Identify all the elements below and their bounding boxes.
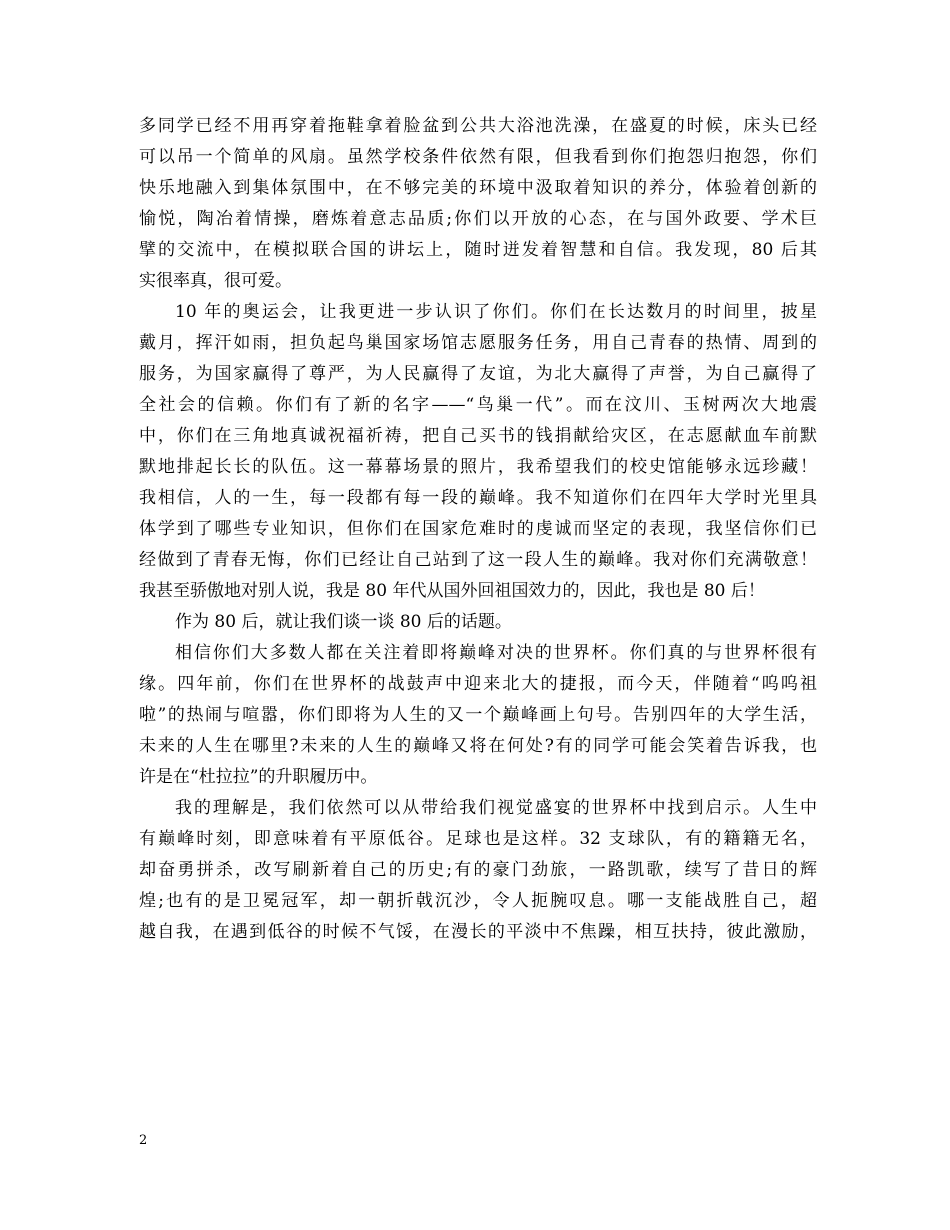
text-line: 缘。四年前，你们在世界杯的战鼓声中迎来北大的捷报，而今天，伴随着“呜呜祖 [139, 674, 817, 694]
text-line: 默地排起长长的队伍。这一幕幕场景的照片，我希望我们的校史馆能够永远珍藏！ [139, 457, 817, 477]
body-text [139, 111, 817, 948]
text-line: 10 年的奥运会，让我更进一步认识了你们。你们在长达数月的时间里，披星 [175, 302, 817, 322]
text-line: 啦”的热闹与喧嚣，你们即将为人生的又一个巅峰画上句号。告别四年的大学生活， [139, 705, 817, 725]
text-line: 中，你们在三角地真诚祝福祈祷，把自己买书的钱捐献给灾区，在志愿献血车前默 [139, 426, 817, 446]
text-line: 煌;也有的是卫冕冠军，却一朝折戟沉沙，令人扼腕叹息。哪一支能战胜自己，超 [139, 891, 817, 911]
text-line: 我相信，人的一生，每一段都有每一段的巅峰。我不知道你们在四年大学时光里具 [139, 488, 817, 508]
text-line: 却奋勇拼杀，改写刷新着自己的历史;有的豪门劲旅，一路凯歌，续写了昔日的辉 [139, 860, 817, 880]
text-line: 作为 80 后，就让我们谈一谈 80 后的话题。 [175, 612, 512, 632]
text-line: 体学到了哪些专业知识，但你们在国家危难时的虔诚而坚定的表现，我坚信你们已 [139, 519, 817, 539]
text-line: 有巅峰时刻，即意味着有平原低谷。足球也是这样。32 支球队，有的籍籍无名， [139, 829, 817, 849]
page-number: 2 [139, 1133, 148, 1148]
text-line: 许是在“杜拉拉”的升职履历中。 [139, 767, 378, 787]
text-line: 经做到了青春无悔，你们已经让自己站到了这一段人生的巅峰。我对你们充满敬意！ [139, 550, 817, 570]
text-line: 快乐地融入到集体氛围中，在不够完美的环境中汲取着知识的养分，体验着创新的 [139, 178, 817, 198]
text-line: 我的理解是，我们依然可以从带给我们视觉盛宴的世界杯中找到启示。人生中 [175, 798, 817, 818]
text-line: 相信你们大多数人都在关注着即将巅峰对决的世界杯。你们真的与世界杯很有 [175, 643, 817, 663]
text-line: 愉悦，陶冶着情操，磨炼着意志品质;你们以开放的心态，在与国外政要、学术巨 [139, 209, 817, 229]
text-line: 可以吊一个简单的风扇。虽然学校条件依然有限，但我看到你们抱怨归抱怨，你们 [139, 147, 817, 167]
text-line: 未来的人生在哪里?未来的人生的巅峰又将在何处?有的同学可能会笑着告诉我，也 [139, 736, 817, 756]
text-line: 我甚至骄傲地对别人说，我是 80 年代从国外回祖国效力的，因此，我也是 80 后！ [139, 581, 765, 601]
text-line: 实很率真，很可爱。 [139, 271, 292, 291]
text-line: 多同学已经不用再穿着拖鞋拿着脸盆到公共大浴池洗澡，在盛夏的时候，床头已经 [139, 116, 817, 136]
text-line: 越自我，在遇到低谷的时候不气馁，在漫长的平淡中不焦躁，相互扶持，彼此激励， [139, 922, 817, 942]
text-line: 全社会的信赖。你们有了新的名字——“鸟巢一代”。而在汶川、玉树两次大地震 [139, 395, 817, 415]
text-line: 擘的交流中，在模拟联合国的讲坛上，随时迸发着智慧和自信。我发现，80 后其 [139, 240, 817, 260]
text-line: 服务，为国家赢得了尊严，为人民赢得了友谊，为北大赢得了声誉，为自己赢得了 [139, 364, 817, 384]
text-line: 戴月，挥汗如雨，担负起鸟巢国家场馆志愿服务任务，用自己青春的热情、周到的 [139, 333, 817, 353]
